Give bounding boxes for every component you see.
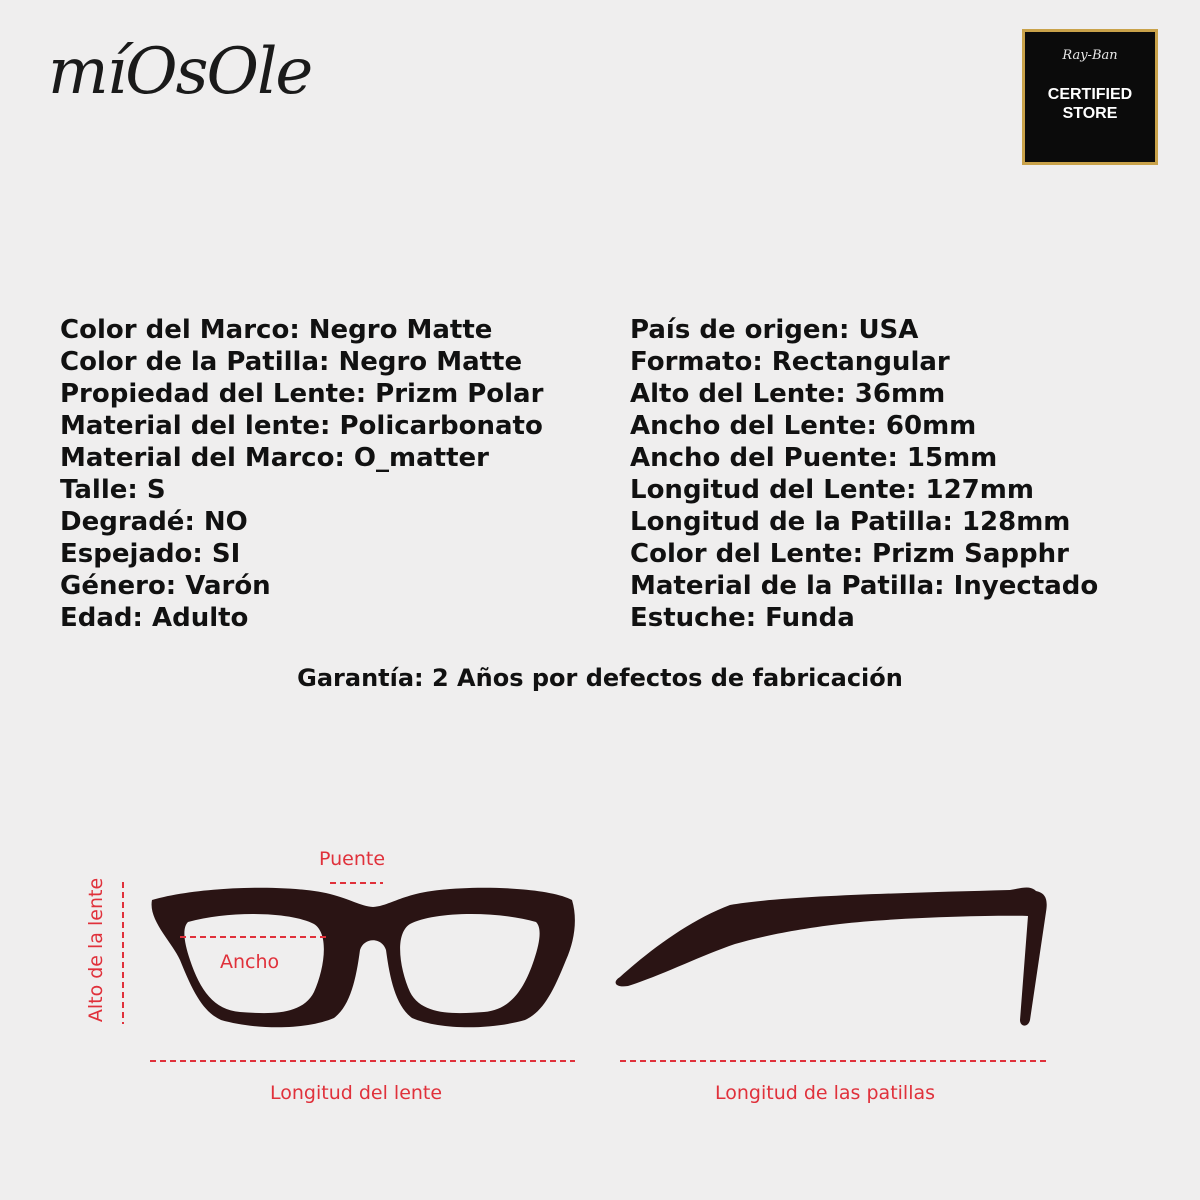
spec-country: País de origen: USA <box>630 315 919 345</box>
spec-temple-length: Longitud de la Patilla: 128mm <box>630 507 1071 537</box>
spec-shape: Formato: Rectangular <box>630 347 950 377</box>
spec-lens-height: Alto del Lente: 36mm <box>630 379 946 409</box>
spec-lens-width: Ancho del Lente: 60mm <box>630 411 977 441</box>
spec-gradient: Degradé: NO <box>60 507 248 537</box>
width-label: Ancho <box>220 951 280 973</box>
measurement-diagram <box>0 820 1200 1140</box>
frame-length-label: Longitud del lente <box>270 1082 443 1104</box>
badge-line-certified: CERTIFIED <box>1047 86 1133 103</box>
warranty-text: Garantía: 2 Años por defectos de fabricación <box>297 664 903 692</box>
spec-lens-material: Material del lente: Policarbonato <box>60 411 543 441</box>
miosole-logo: míOsOle <box>48 35 312 109</box>
height-label: Alto de la lente <box>85 877 107 1023</box>
spec-frame-color: Color del Marco: Negro Matte <box>60 315 493 345</box>
front-frame <box>152 888 575 1028</box>
badge-line-store: STORE <box>1062 105 1118 122</box>
spec-lens-property: Propiedad del Lente: Prizm Polar <box>60 379 544 409</box>
rayban-certified-store-badge <box>1022 29 1158 165</box>
spec-temple-material: Material de la Patilla: Inyectado <box>630 571 1099 601</box>
spec-age: Edad: Adulto <box>60 603 249 633</box>
spec-mirrored: Espejado: SI <box>60 539 241 569</box>
temple-arm <box>616 887 1047 1025</box>
spec-lens-color: Color del Lente: Prizm Sapphr <box>630 539 1069 569</box>
spec-gender: Género: Varón <box>60 571 271 601</box>
bridge-label: Puente <box>319 848 386 870</box>
specs-right-column <box>630 314 1098 634</box>
spec-temple-color: Color de la Patilla: Negro Matte <box>60 347 523 377</box>
spec-frame-material: Material del Marco: O_matter <box>60 443 489 473</box>
spec-size: Talle: S <box>60 475 166 505</box>
temple-length-label: Longitud de las patillas <box>715 1082 936 1104</box>
glasses-illustration <box>0 820 1200 1140</box>
spec-lens-length: Longitud del Lente: 127mm <box>630 475 1034 505</box>
spec-case: Estuche: Funda <box>630 603 855 633</box>
rayban-brand-mark: Ray-Ban <box>1062 48 1118 63</box>
specs-left-column <box>60 314 543 634</box>
spec-bridge-width: Ancho del Puente: 15mm <box>630 443 998 473</box>
